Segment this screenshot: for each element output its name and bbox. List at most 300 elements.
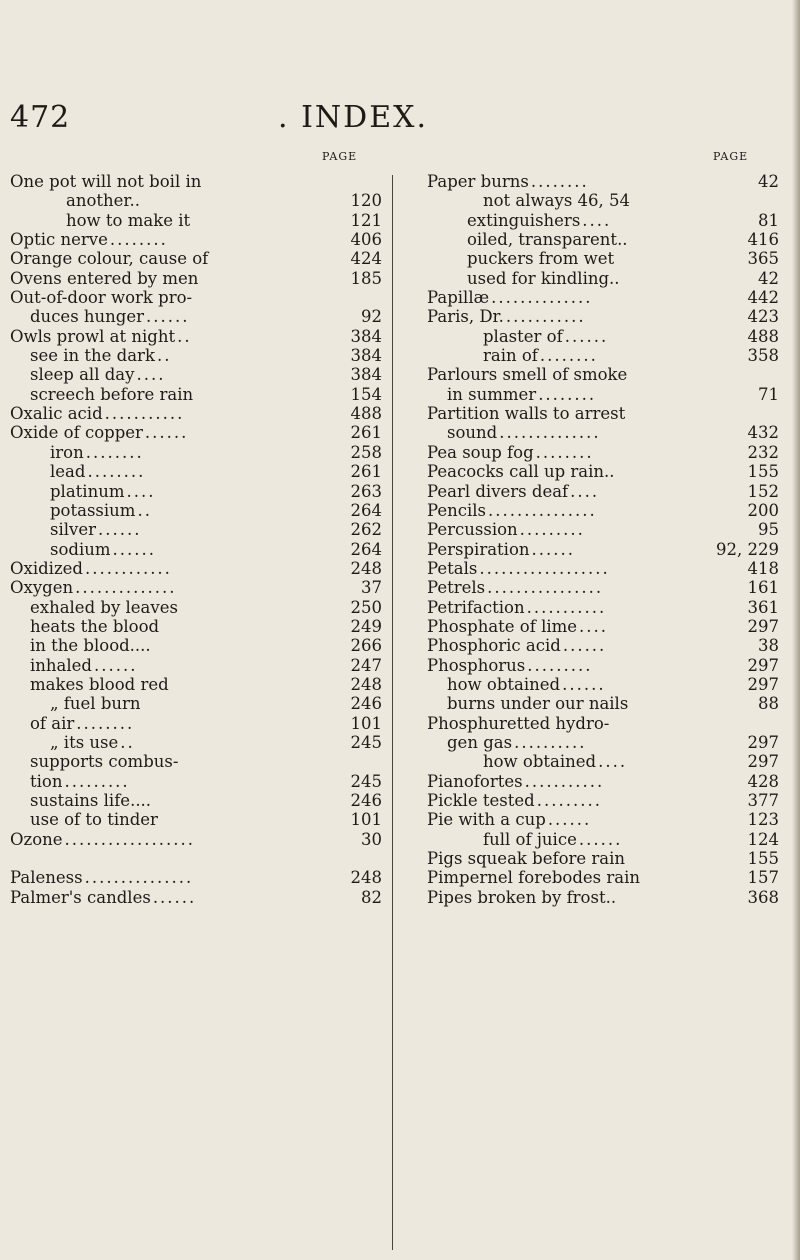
index-entry — [427, 482, 779, 501]
index-entry — [427, 462, 779, 481]
entry-text: Petrels — [427, 578, 486, 598]
entry-text: sleep all day — [30, 365, 135, 385]
entry-leader — [200, 269, 348, 288]
index-entry — [427, 714, 779, 733]
entry-page: 384 — [350, 365, 382, 385]
entry-leader: .... — [570, 481, 600, 501]
entry-leader — [192, 211, 348, 230]
entry-text: used for kindling.. — [467, 268, 620, 288]
entry-page: 248 — [350, 558, 382, 578]
index-entry — [10, 733, 382, 752]
entry-text: Partition walls to arrest — [427, 404, 626, 424]
entry-leader — [616, 249, 745, 268]
index-entry — [427, 211, 779, 230]
index-entry — [427, 307, 779, 326]
index-entry — [427, 888, 779, 907]
entry-page: 406 — [350, 230, 382, 250]
index-entry — [427, 191, 779, 210]
entry-leader: ............... — [488, 500, 597, 520]
entry-leader — [632, 191, 777, 210]
page-number: 472 — [10, 100, 71, 135]
entry-text: how obtained — [447, 674, 561, 694]
entry-leader — [627, 849, 745, 868]
entry-leader: .. — [177, 326, 192, 346]
entry-page: 297 — [747, 732, 779, 752]
entry-leader: .......... — [514, 732, 587, 752]
entry-page: 424 — [350, 249, 382, 269]
index-entry — [10, 714, 382, 733]
entry-leader: .. — [137, 500, 152, 520]
entry-page: 263 — [350, 481, 382, 501]
entry-leader: ...... — [564, 326, 609, 346]
entry-leader — [153, 791, 348, 810]
entry-leader — [622, 269, 756, 288]
index-entry — [427, 656, 779, 675]
entry-text: lead — [50, 462, 86, 482]
index-entry — [10, 211, 382, 230]
index-entry — [10, 423, 382, 442]
index-entry — [10, 578, 382, 597]
entry-page: 442 — [747, 288, 779, 308]
entry-leader — [180, 752, 380, 771]
entry-text: Paris, Dr. — [427, 307, 504, 327]
index-entry — [427, 520, 779, 539]
entry-page: 155 — [747, 462, 779, 482]
entry-text: extinguishers — [467, 210, 581, 230]
page-edge-shadow — [792, 0, 800, 1260]
index-entry — [10, 269, 382, 288]
entry-leader: .. — [156, 346, 172, 366]
entry-page: 95 — [758, 520, 779, 540]
entry-page: 92 — [361, 307, 382, 327]
index-entry — [10, 443, 382, 462]
index-entry — [10, 830, 382, 849]
entry-page: 432 — [747, 423, 779, 443]
index-entry — [10, 501, 382, 520]
entry-page: 365 — [747, 249, 779, 269]
running-head: . INDEX. — [278, 100, 429, 135]
entry-page: 358 — [747, 346, 779, 366]
entry-page: 81 — [758, 210, 779, 230]
entry-leader — [629, 365, 777, 384]
entry-leader — [180, 598, 349, 617]
entry-leader — [195, 385, 348, 404]
entry-leader: ........... — [524, 771, 605, 791]
entry-text: „ its use — [50, 732, 119, 752]
entry-page: 258 — [350, 442, 382, 462]
entry-text: Percussion — [427, 520, 518, 540]
entry-page: 71 — [758, 384, 779, 404]
entry-page: 232 — [747, 442, 779, 462]
entry-leader: ......... — [519, 520, 585, 540]
entry-text: makes blood red — [30, 674, 169, 694]
entry-leader: ........... — [505, 307, 586, 327]
entry-page: 185 — [350, 268, 382, 288]
entry-leader: ........ — [530, 172, 589, 191]
entry-leader: .............. — [75, 578, 177, 598]
entry-text: in summer — [447, 384, 537, 404]
entry-page: 245 — [350, 771, 382, 791]
entry-text: burns under our nails — [447, 694, 629, 714]
page-header — [0, 100, 800, 140]
entry-leader — [194, 288, 380, 307]
entry-page: 261 — [350, 462, 382, 482]
index-entry — [427, 443, 779, 462]
entry-text: another.. — [66, 191, 140, 211]
entry-leader: ............... — [84, 868, 194, 888]
index-entry — [427, 752, 779, 771]
entry-leader: ........ — [539, 346, 598, 366]
entry-leader — [627, 404, 777, 423]
index-entry — [10, 868, 382, 887]
index-entry — [10, 636, 382, 655]
entry-spacer — [10, 849, 382, 868]
entry-text: Oxygen — [10, 578, 74, 598]
entry-text: Pianofortes — [427, 771, 523, 791]
entry-leader: ......... — [64, 771, 130, 791]
entry-text: in the blood.... — [30, 636, 151, 656]
entry-page: 384 — [350, 346, 382, 366]
entry-text: Ovens entered by men — [10, 268, 199, 288]
entry-page: 423 — [747, 307, 779, 327]
entry-text: Oxalic acid — [10, 404, 103, 424]
entry-text: sustains life.... — [30, 791, 152, 810]
entry-page: 416 — [747, 230, 779, 250]
entry-text: see in the dark — [30, 346, 155, 366]
left-column — [10, 150, 382, 907]
entry-page: 297 — [747, 674, 779, 694]
entry-leader — [618, 888, 745, 907]
entry-text: Phosphorus — [427, 655, 526, 675]
entry-leader: .... — [136, 365, 166, 385]
index-entry — [10, 598, 382, 617]
column-divider — [392, 175, 393, 1250]
entry-text: platinum — [50, 481, 125, 501]
entry-leader: ...... — [98, 520, 142, 540]
entry-text: silver — [50, 520, 96, 540]
entry-page: 161 — [747, 578, 779, 598]
index-entry — [10, 404, 382, 423]
entry-text: use of to tinder — [30, 810, 158, 830]
index-entry — [427, 868, 779, 887]
entry-page: 82 — [361, 887, 382, 907]
left-entry-list — [10, 172, 382, 907]
entry-leader — [153, 636, 349, 655]
index-entry — [427, 501, 779, 520]
entry-page: 30 — [361, 829, 382, 849]
index-entry — [427, 617, 779, 636]
entry-leader: ......... — [527, 655, 593, 675]
entry-leader: .................. — [64, 829, 195, 849]
entry-text: gen gas — [447, 732, 513, 752]
entry-text: Petals — [427, 558, 478, 578]
entry-leader — [210, 249, 348, 268]
entry-text: potassium — [50, 500, 136, 520]
entry-leader — [630, 694, 756, 713]
index-entry — [10, 288, 382, 307]
index-entry — [427, 849, 779, 868]
entry-text: Pigs squeak before rain — [427, 849, 626, 869]
entry-leader: .... — [598, 752, 628, 772]
entry-page: 247 — [350, 655, 382, 675]
entry-leader: ...... — [152, 887, 197, 907]
entry-text: Peacocks call up rain.. — [427, 462, 615, 482]
entry-page: 124 — [747, 829, 779, 849]
entry-leader: .............. — [491, 288, 593, 308]
entry-page: 262 — [350, 520, 382, 540]
entry-leader: ........ — [76, 713, 135, 733]
right-column — [427, 150, 779, 907]
index-entry — [427, 327, 779, 346]
index-entry — [10, 520, 382, 539]
entry-text: not always 46, 54 — [483, 191, 631, 211]
entry-text: Pea soup fog — [427, 442, 534, 462]
entry-page: 152 — [747, 481, 779, 501]
entry-leader: ...... — [144, 423, 189, 443]
index-entry — [427, 791, 779, 810]
entry-leader: .. — [120, 732, 135, 752]
entry-text: tion — [30, 771, 63, 791]
entry-leader — [630, 230, 746, 249]
index-entry — [10, 385, 382, 404]
entry-page: 246 — [350, 694, 382, 714]
entry-text: how to make it — [66, 210, 191, 230]
entry-page: 418 — [747, 558, 779, 578]
index-entry — [427, 365, 779, 384]
entry-text: Phosphuretted hydro- — [427, 713, 610, 733]
entry-page: 88 — [758, 694, 779, 714]
entry-page: 157 — [747, 868, 779, 888]
index-entry — [427, 288, 779, 307]
entry-text: Orange colour, cause of — [10, 249, 209, 269]
index-entry — [10, 675, 382, 694]
entry-page: 101 — [350, 810, 382, 830]
entry-text: Pencils — [427, 500, 487, 520]
entry-page: 121 — [350, 210, 382, 230]
entry-text: exhaled by leaves — [30, 597, 178, 617]
right-entry-list — [427, 172, 779, 907]
entry-text: Petrifaction — [427, 597, 525, 617]
entry-text: Pimpernel forebodes rain — [427, 868, 641, 888]
index-entry — [427, 172, 779, 191]
index-entry — [10, 656, 382, 675]
entry-page: 428 — [747, 771, 779, 791]
entry-text: rain of — [483, 346, 538, 366]
entry-text: Pie with a cup — [427, 810, 546, 830]
entry-text: Phosphoric acid — [427, 636, 561, 656]
index-entry — [427, 772, 779, 791]
entry-page: 37 — [361, 578, 382, 598]
entry-leader — [161, 617, 348, 636]
entry-leader: ........ — [87, 462, 146, 482]
entry-leader — [611, 714, 777, 733]
index-entry — [10, 172, 382, 191]
entry-leader: .............. — [499, 423, 601, 443]
index-entry — [10, 617, 382, 636]
index-entry — [10, 249, 382, 268]
entry-text: puckers from wet — [467, 249, 615, 269]
entry-page: 120 — [350, 191, 382, 211]
index-entry — [10, 752, 382, 771]
entry-leader: ........ — [109, 230, 168, 250]
entry-page: 488 — [350, 404, 382, 424]
index-entry — [10, 482, 382, 501]
entry-page: 123 — [747, 810, 779, 830]
entry-leader — [617, 462, 746, 481]
entry-leader: ...... — [93, 655, 138, 675]
index-entry — [427, 269, 779, 288]
entry-page: 101 — [350, 713, 382, 733]
entry-page: 249 — [350, 616, 382, 636]
entry-text: Perspiration — [427, 539, 530, 559]
entry-text: Pickle tested — [427, 791, 535, 810]
entry-text: supports combus- — [30, 752, 179, 772]
index-entry — [427, 346, 779, 365]
index-entry — [427, 559, 779, 578]
index-entry — [10, 462, 382, 481]
entry-leader — [642, 868, 745, 887]
entry-text: sound — [447, 423, 498, 443]
entry-page: 245 — [350, 732, 382, 752]
entry-text: of air — [30, 713, 75, 733]
index-entry — [427, 675, 779, 694]
index-entry — [10, 327, 382, 346]
entry-page: 250 — [350, 597, 382, 617]
entry-text: Pearl divers deaf — [427, 481, 569, 501]
entry-page: 261 — [350, 423, 382, 443]
entry-text: „ fuel burn — [50, 694, 141, 714]
entry-leader: ...... — [562, 674, 606, 694]
entry-text: Owls prowl at night — [10, 326, 176, 346]
entry-leader: ........... — [526, 597, 607, 617]
entry-page: 248 — [350, 674, 382, 694]
index-entry — [10, 346, 382, 365]
entry-leader: ........... — [104, 404, 185, 424]
entry-text: heats the blood — [30, 616, 160, 636]
left-column-head: PAGE — [322, 150, 358, 163]
entry-page: 92, 229 — [716, 539, 779, 559]
index-entry — [10, 230, 382, 249]
entry-text: Pipes broken by frost.. — [427, 887, 617, 907]
entry-page: 42 — [758, 172, 779, 191]
entry-text: oiled, transparent.. — [467, 230, 628, 250]
index-entry — [10, 810, 382, 829]
entry-text: full of juice — [483, 829, 577, 849]
entry-leader: ...... — [146, 307, 190, 327]
entry-leader: ............ — [84, 558, 172, 578]
entry-leader: .... — [579, 616, 609, 636]
entry-page: 384 — [350, 326, 382, 346]
entry-page: 264 — [350, 539, 382, 559]
entry-text: plaster of — [483, 326, 563, 346]
entry-text: Ozone — [10, 829, 63, 849]
index-entry — [10, 191, 382, 210]
entry-text: Palmer's candles — [10, 887, 151, 907]
index-entry — [427, 578, 779, 597]
entry-leader: ........ — [85, 442, 144, 462]
entry-text: Phosphate of lime — [427, 616, 578, 636]
entry-text: Oxide of copper — [10, 423, 143, 443]
entry-page: 488 — [747, 326, 779, 346]
entry-page: 297 — [747, 752, 779, 772]
entry-text: duces hunger — [30, 307, 145, 327]
entry-leader: ......... — [536, 791, 602, 810]
entry-leader: ................ — [487, 578, 604, 598]
entry-page: 377 — [747, 791, 779, 810]
index-entry — [427, 598, 779, 617]
index-entry — [427, 830, 779, 849]
entry-text: iron — [50, 442, 84, 462]
index-entry — [427, 733, 779, 752]
entry-page: 155 — [747, 849, 779, 869]
entry-leader — [142, 191, 349, 210]
entry-text: Papillæ — [427, 288, 490, 308]
entry-text: One pot will not boil in — [10, 172, 202, 191]
entry-leader — [160, 810, 349, 829]
entry-page: 248 — [350, 868, 382, 888]
index-entry — [427, 385, 779, 404]
index-entry — [427, 423, 779, 442]
entry-text: Out-of-door work pro- — [10, 288, 193, 308]
entry-leader — [171, 675, 349, 694]
entry-leader: ...... — [547, 810, 592, 830]
entry-text: Paper burns — [427, 172, 529, 191]
entry-leader: ...... — [578, 829, 623, 849]
entry-text: Optic nerve — [10, 230, 108, 250]
entry-leader: ........ — [535, 442, 594, 462]
index-entry — [10, 888, 382, 907]
entry-text: how obtained — [483, 752, 597, 772]
index-entry — [10, 540, 382, 559]
index-entry — [10, 365, 382, 384]
entry-page: 368 — [747, 887, 779, 907]
entry-text: Parlours smell of smoke — [427, 365, 628, 385]
entry-text: screech before rain — [30, 384, 194, 404]
index-entry — [427, 249, 779, 268]
entry-leader: .... — [582, 210, 612, 230]
entry-leader: ...... — [531, 539, 575, 559]
entry-page: 297 — [747, 616, 779, 636]
index-entry — [427, 694, 779, 713]
entry-leader: .................. — [479, 558, 610, 578]
entry-leader: ........ — [538, 384, 597, 404]
index-entry — [427, 230, 779, 249]
index-entry — [10, 307, 382, 326]
entry-leader — [203, 172, 380, 191]
right-column-head: PAGE — [713, 150, 749, 163]
entry-page: 266 — [350, 636, 382, 656]
entry-page: 264 — [350, 500, 382, 520]
entry-page: 297 — [747, 655, 779, 675]
entry-leader: .... — [126, 481, 156, 501]
index-entry — [10, 694, 382, 713]
entry-page: 246 — [350, 791, 382, 810]
index-entry — [427, 810, 779, 829]
entry-text: inhaled — [30, 655, 92, 675]
entry-page: 38 — [758, 636, 779, 656]
index-entry — [10, 772, 382, 791]
index-entry — [427, 540, 779, 559]
entry-page: 200 — [747, 500, 779, 520]
entry-page: 42 — [758, 268, 779, 288]
index-entry — [10, 559, 382, 578]
entry-leader — [143, 694, 349, 713]
index-entry — [427, 636, 779, 655]
index-entry — [10, 791, 382, 810]
entry-text: Paleness — [10, 868, 83, 888]
entry-leader: ...... — [562, 636, 607, 656]
entry-leader: ...... — [112, 539, 156, 559]
